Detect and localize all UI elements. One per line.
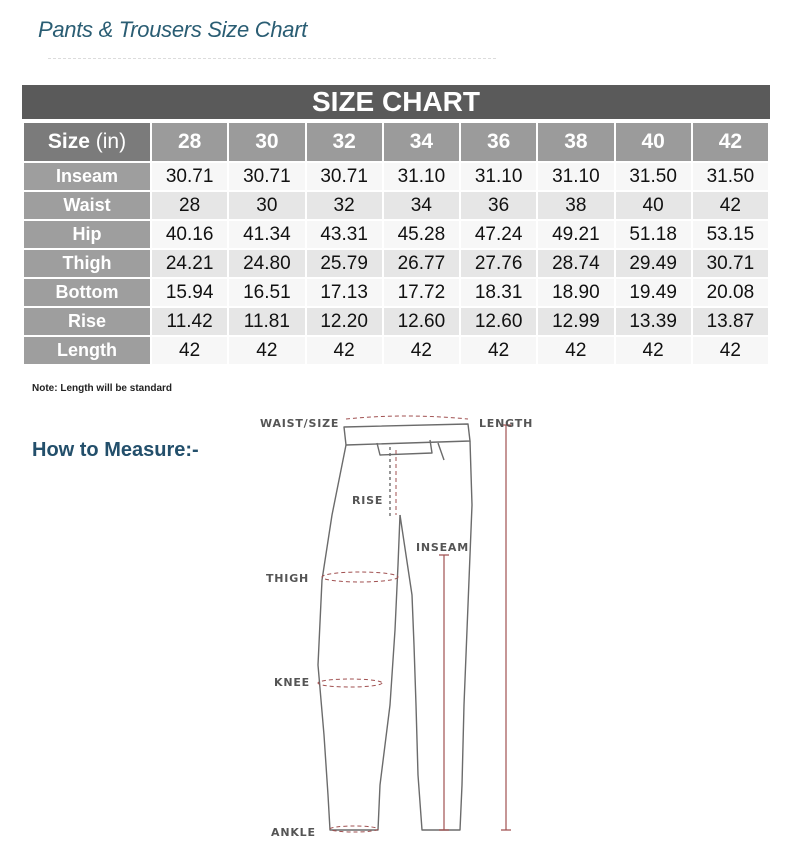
size-column-header (23, 122, 151, 162)
size-table (22, 121, 770, 366)
table-row (23, 191, 769, 220)
table-cell: 25.79 (306, 249, 383, 278)
table-cell: 11.81 (228, 307, 305, 336)
how-to-measure-heading: How to Measure:- (32, 439, 199, 461)
waist-measure-line (346, 416, 468, 419)
size-header-42: 42 (692, 122, 769, 162)
table-cell: 53.15 (692, 220, 769, 249)
table-cell: 18.31 (460, 278, 537, 307)
table-cell: 16.51 (228, 278, 305, 307)
table-row (23, 307, 769, 336)
table-cell: 40.16 (151, 220, 228, 249)
table-cell: 11.42 (151, 307, 228, 336)
ankle-label: ANKLE (271, 826, 316, 839)
knee-measure-line (318, 679, 382, 687)
table-cell: 31.10 (537, 162, 614, 191)
pocket-line (438, 443, 444, 460)
chart-title: SIZE CHART (22, 85, 770, 121)
waistband (344, 424, 470, 445)
table-cell: 30.71 (306, 162, 383, 191)
table-cell: 42 (692, 336, 769, 365)
waist-size-label: WAIST/SIZE (260, 417, 340, 430)
table-cell: 13.39 (615, 307, 692, 336)
row-label-thigh: Thigh (23, 249, 151, 278)
table-cell: 30.71 (151, 162, 228, 191)
table-cell: 17.13 (306, 278, 383, 307)
table-cell: 51.18 (615, 220, 692, 249)
table-cell: 24.80 (228, 249, 305, 278)
size-label: Size (47, 130, 90, 153)
size-header-40: 40 (615, 122, 692, 162)
table-cell: 42 (228, 336, 305, 365)
table-cell: 42 (692, 191, 769, 220)
table-row (23, 220, 769, 249)
size-header-32: 32 (306, 122, 383, 162)
table-cell: 17.72 (383, 278, 460, 307)
table-cell: 30 (228, 191, 305, 220)
row-label-hip: Hip (23, 220, 151, 249)
table-cell: 12.60 (383, 307, 460, 336)
table-row (23, 162, 769, 191)
table-row (23, 336, 769, 365)
size-header-34: 34 (383, 122, 460, 162)
page-title: Pants & Trousers Size Chart (38, 17, 308, 42)
table-cell: 27.76 (460, 249, 537, 278)
table-cell: 42 (460, 336, 537, 365)
table-cell: 24.21 (151, 249, 228, 278)
table-cell: 28.74 (537, 249, 614, 278)
table-cell: 38 (537, 191, 614, 220)
table-cell: 31.10 (460, 162, 537, 191)
table-row (23, 249, 769, 278)
size-header-38: 38 (537, 122, 614, 162)
table-cell: 42 (383, 336, 460, 365)
table-cell: 12.60 (460, 307, 537, 336)
table-cell: 49.21 (537, 220, 614, 249)
length-label: LENGTH (479, 417, 534, 430)
title-divider (48, 58, 496, 59)
row-label-rise: Rise (23, 307, 151, 336)
size-chart (22, 85, 770, 366)
table-cell: 26.77 (383, 249, 460, 278)
row-label-waist: Waist (23, 191, 151, 220)
ankle-measure-line (330, 826, 378, 832)
table-cell: 31.50 (692, 162, 769, 191)
rise-label: RISE (352, 494, 384, 507)
row-label-length: Length (23, 336, 151, 365)
right-leg (400, 441, 472, 830)
table-cell: 40 (615, 191, 692, 220)
table-cell: 15.94 (151, 278, 228, 307)
table-cell: 30.71 (228, 162, 305, 191)
table-cell: 31.50 (615, 162, 692, 191)
knee-label: KNEE (274, 676, 310, 689)
table-cell: 36 (460, 191, 537, 220)
table-cell: 42 (151, 336, 228, 365)
table-cell: 18.90 (537, 278, 614, 307)
table-cell: 42 (537, 336, 614, 365)
table-cell: 45.28 (383, 220, 460, 249)
size-header-36: 36 (460, 122, 537, 162)
table-cell: 42 (306, 336, 383, 365)
measurement-diagram (240, 405, 560, 855)
table-cell: 42 (615, 336, 692, 365)
table-cell: 47.24 (460, 220, 537, 249)
table-cell: 20.08 (692, 278, 769, 307)
row-label-bottom: Bottom (23, 278, 151, 307)
table-cell: 31.10 (383, 162, 460, 191)
table-cell: 28 (151, 191, 228, 220)
table-cell: 34 (383, 191, 460, 220)
length-note: Note: Length will be standard (32, 383, 173, 394)
table-cell: 19.49 (615, 278, 692, 307)
size-header-row (23, 122, 769, 162)
thigh-measure-line (322, 572, 398, 582)
table-cell: 29.49 (615, 249, 692, 278)
pants-illustration (240, 405, 560, 855)
size-header-30: 30 (228, 122, 305, 162)
table-cell: 12.20 (306, 307, 383, 336)
table-cell: 32 (306, 191, 383, 220)
size-header-28: 28 (151, 122, 228, 162)
table-cell: 12.99 (537, 307, 614, 336)
table-cell: 30.71 (692, 249, 769, 278)
inseam-label: INSEAM (416, 541, 469, 554)
table-cell: 13.87 (692, 307, 769, 336)
table-cell: 41.34 (228, 220, 305, 249)
thigh-label: THIGH (266, 572, 310, 585)
size-unit: (in) (95, 130, 127, 153)
table-row (23, 278, 769, 307)
table-cell: 43.31 (306, 220, 383, 249)
row-label-inseam: Inseam (23, 162, 151, 191)
